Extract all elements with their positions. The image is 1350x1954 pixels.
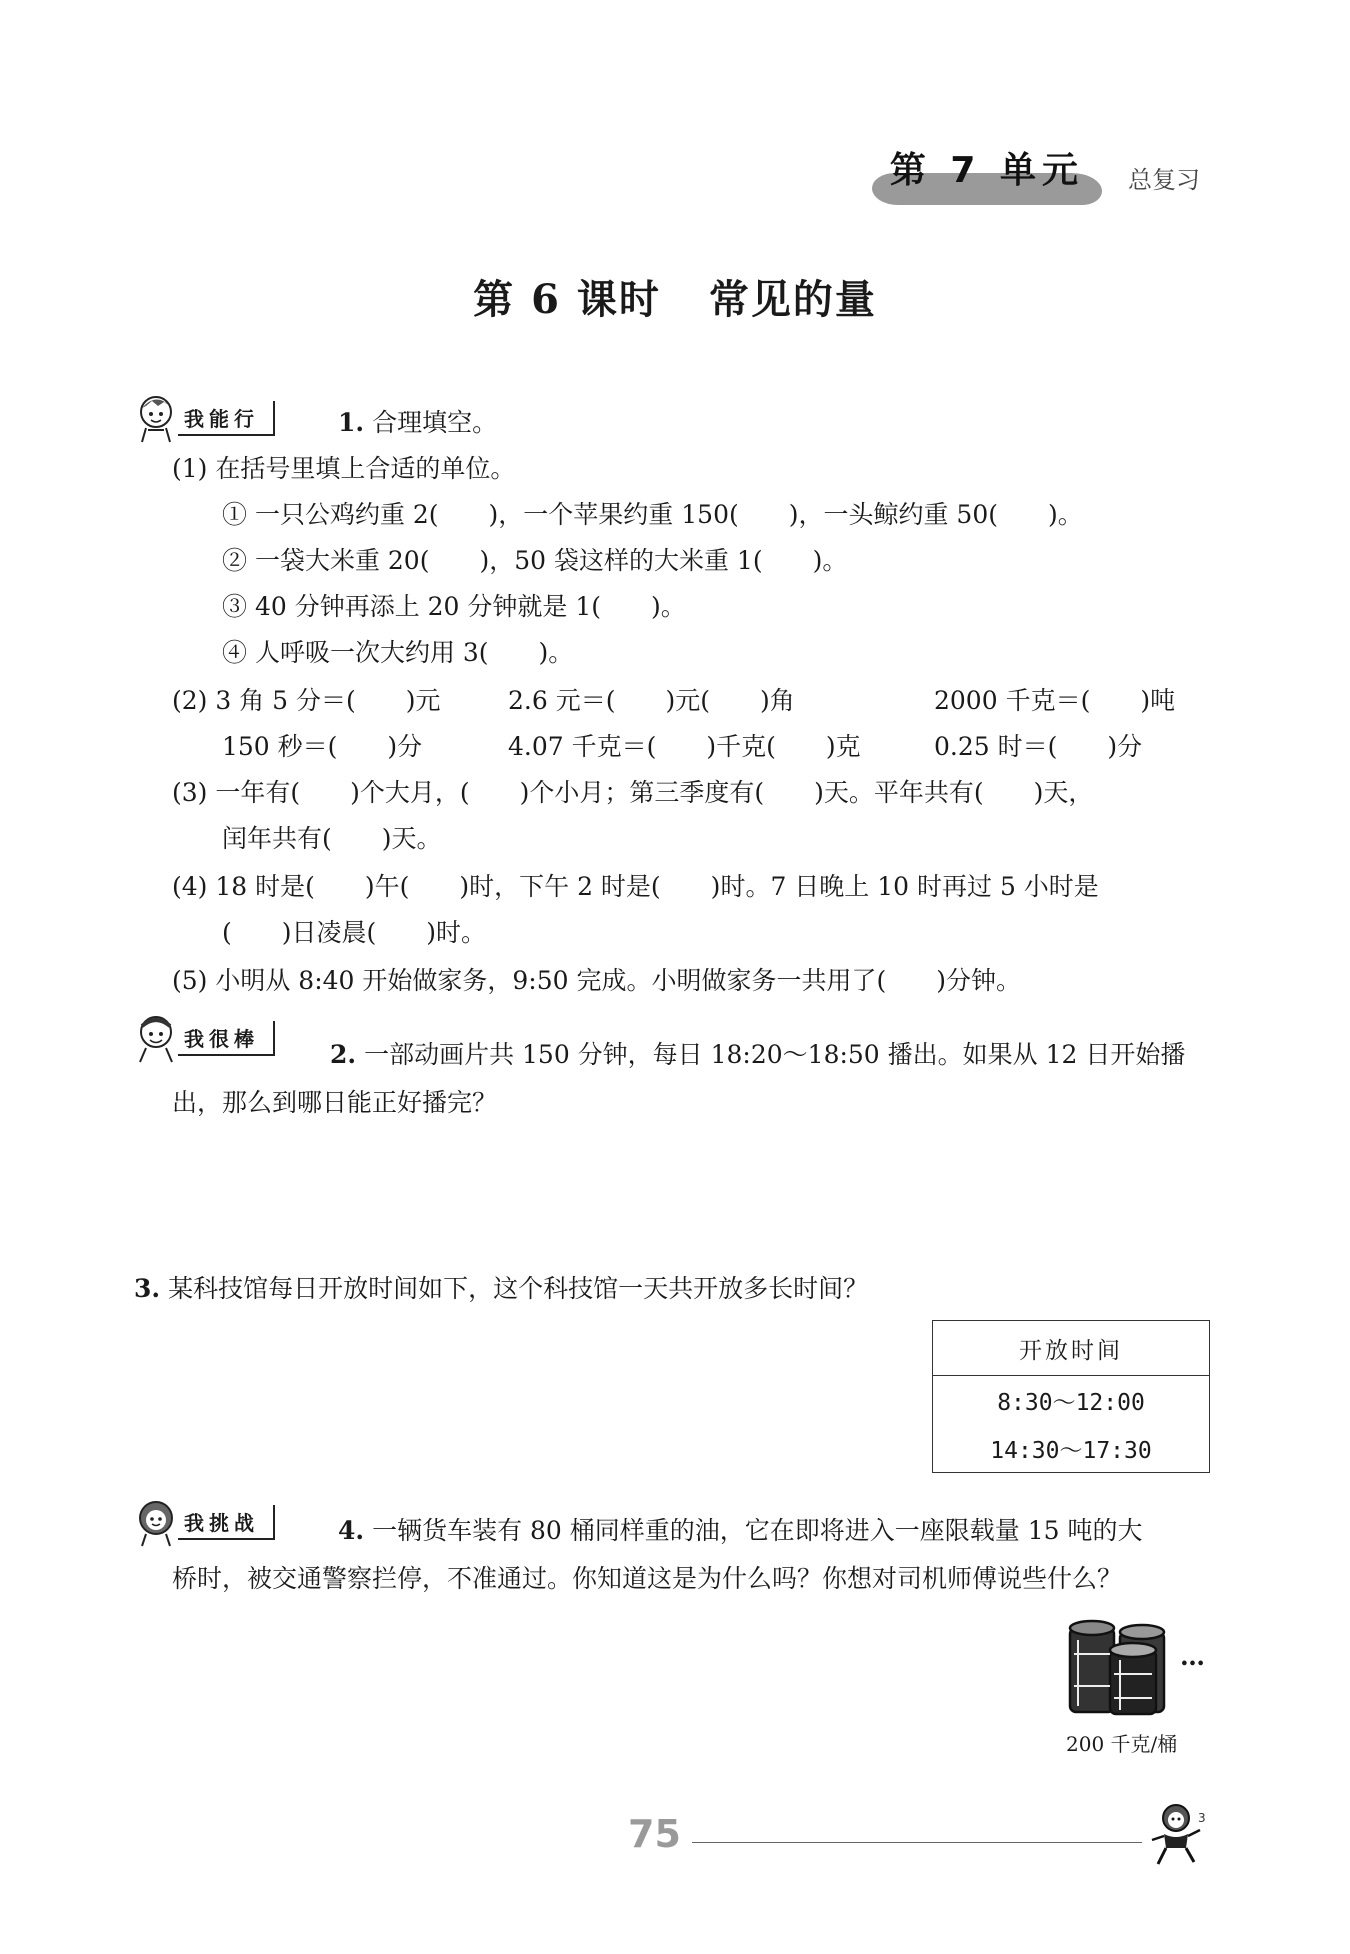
badge-label-2: 我很棒 (178, 1021, 275, 1056)
footer-rule (692, 1842, 1142, 1843)
q1-sub5: (5) 小明从 8:40 开始做家务，9:50 完成。小明做家务一共用了( )分钟。 (172, 966, 1021, 995)
q1-sub1-c: ③ 40 分钟再添上 20 分钟就是 1( )。 (222, 592, 686, 621)
q1-sub2-a2: 2.6 元＝( )元( )角 (508, 686, 795, 715)
table-row (933, 1376, 1210, 1425)
q1-sub3-b: 闰年共有( )天。 (222, 824, 442, 853)
q1-sub2-b3: 0.25 时＝( )分 (934, 732, 1143, 761)
lesson-topic: 常见的量 (708, 276, 877, 323)
badge-label-1: 我能行 (178, 401, 275, 436)
q1-sub3-a: (3) 一年有( )个大月，( )个小月；第三季度有( )天。平年共有( )天， (172, 778, 1094, 807)
q1-sub1-intro: (1) 在括号里填上合适的单位。 (172, 454, 516, 483)
table-header-row (933, 1321, 1210, 1376)
svg-text:3: 3 (1198, 1811, 1206, 1825)
barrel-weight-caption: 200 千克/桶 (1066, 1732, 1178, 1756)
q1-sub2-a1: (2) 3 角 5 分＝( )元 (172, 686, 441, 715)
q1-sub2-a3: 2000 千克＝( )吨 (934, 686, 1176, 715)
q1-sub2-b1: 150 秒＝( )分 (222, 732, 423, 761)
page-number: 75 (628, 1812, 681, 1856)
q4-line1 (338, 1516, 1142, 1546)
table-row (933, 1424, 1210, 1473)
running-cartoon-icon (1146, 1800, 1210, 1870)
lesson-number: 第 6 课时 (473, 276, 661, 323)
q1-sub1-b: ② 一袋大米重 20( )，50 袋这样的大米重 1( )。 (222, 546, 848, 575)
q1-sub4-b: ( )日凌晨( )时。 (222, 918, 487, 947)
barrels-ellipsis: … (1180, 1642, 1205, 1671)
cartoon-boy-icon (134, 1012, 182, 1064)
unit-title: 第 7 单元 (872, 138, 1102, 201)
table-cell: 8:30～12:00 (997, 1389, 1145, 1416)
q1-title (338, 408, 497, 438)
badge-wo-tiao-zhan (134, 1496, 275, 1548)
q2-line1 (330, 1040, 1185, 1070)
cartoon-kid-icon (134, 1496, 182, 1548)
unit-header (872, 138, 1200, 201)
q3-line (134, 1274, 868, 1304)
q1-text: 合理填空。 (372, 408, 498, 437)
q1-sub4-a: (4) 18 时是( )午( )时，下午 2 时是( )时。7 日晚上 10 时再过 5 小时是 (172, 872, 1099, 901)
q1-sub1-a: ① 一只公鸡约重 2( )，一个苹果约重 150( )，一头鲸约重 50( )。 (222, 500, 1083, 529)
q4-line2: 桥时，被交通警察拦停，不准通过。你知道这是为什么吗？你想对司机师傅说些什么？ (172, 1564, 1123, 1593)
q1-sub1-d: ④ 人呼吸一次大约用 3( )。 (222, 638, 574, 667)
q1-number: 1. (338, 408, 365, 437)
q1-sub2-b2: 4.07 千克＝( )千克( )克 (508, 732, 861, 761)
q4-number: 4. (338, 1516, 365, 1545)
cartoon-girl-icon (134, 392, 182, 444)
q4-text-1: 一辆货车装有 80 桶同样重的油，它在即将进入一座限载量 15 吨的大 (372, 1516, 1143, 1545)
badge-wo-hen-bang (134, 1012, 275, 1064)
lesson-title (0, 268, 1350, 325)
badge-label-3: 我挑战 (178, 1505, 275, 1540)
q2-line2: 出，那么到哪日能正好播完？ (172, 1088, 498, 1117)
table-cell: 14:30～17:30 (990, 1437, 1152, 1464)
unit-subtitle: 总复习 (1128, 166, 1200, 194)
opening-hours-table (932, 1320, 1210, 1473)
q2-text-1: 一部动画片共 150 分钟，每日 18:20～18:50 播出。如果从 12 日开始播 (364, 1040, 1186, 1069)
q3-number: 3. (134, 1274, 161, 1303)
q3-text: 某科技馆每日开放时间如下，这个科技馆一天共开放多长时间？ (168, 1274, 869, 1303)
table-header: 开放时间 (933, 1321, 1210, 1376)
badge-wo-neng-xing (134, 392, 275, 444)
q2-number: 2. (330, 1040, 357, 1069)
